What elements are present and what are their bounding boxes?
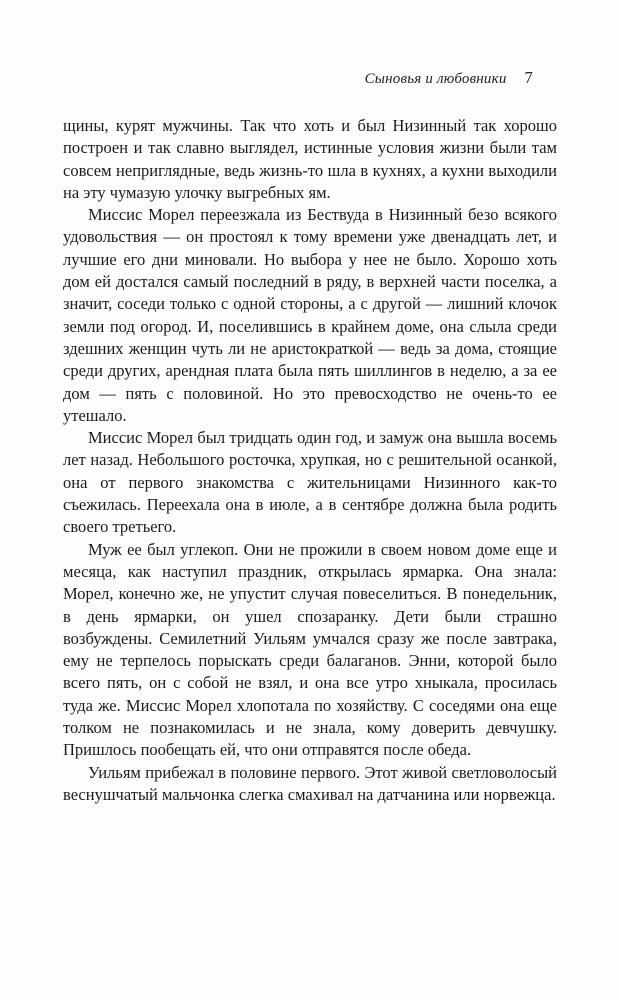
running-header — [63, 68, 557, 88]
paragraph-continuation: щины, курят мужчины. Так что хоть и был Низинный так хорошо построен и так славно выглядел, истинные условия жизни были там совсем неприглядные, ведь жизнь-то шла в кухнях, а кухни выходили на эту чумазую улочку выгребных ям. — [63, 116, 557, 202]
paragraph: Миссис Морел переезжала из Бествуда в Низинный безо всякого удовольствия — он простоял к тому времени уже двенадцать лет, и лучшие его дни миновали. Но выбора у нее не было. Хорошо хоть дом ей достался самый последний в ряду, в верхней части поселка, а значит, соседи только с одной стороны, а с другой — лишний клочок земли под огород. И, поселившись в крайнем доме, она слыла среди здешних женщин чуть ли не аристократкой — ведь за дома, стоящие среди других, арендная плата была пять шиллингов в неделю, а за ее дом — пять с половиной. Но это превосходство не очень-то ее утешало. — [63, 205, 557, 425]
page-number: 7 — [524, 68, 533, 87]
page-text — [63, 115, 557, 806]
paragraph: Муж ее был углекоп. Они не прожили в своем новом доме еще и месяца, как наступил праздник, открылась ярмарка. Она знала: Морел, конечно же, не упустит случая повеселиться. В понедельник, в день ярмарки, он ушел спозаранку. Дети были страшно возбуждены. Семилетний Уильям умчался сразу же после завтрака, ему не терпелось порыскать среди балаганов. Энни, которой было всего пять, он с собой не взял, и она все утро хныкала, просилась туда же. Миссис Морел хлопотала по хозяйству. С соседями она еще толком не познакомилась и не знала, кому доверить девчушку. Пришлось пообещать ей, что они отправятся после обеда. — [63, 539, 557, 760]
paragraph: Миссис Морел был тридцать один год, и замуж она вышла восемь лет назад. Небольшого росточка, хрупкая, но с решительной осанкой, она от первого знакомства с жительницами Низинного как-то съежилась. Переехала она в июле, а в сентябре должна была родить своего третьего. — [63, 428, 557, 537]
running-header-title: Сыновья и любовники — [364, 71, 507, 87]
paragraph: Уильям прибежал в половине первого. Этот живой светловолосый веснушчатый мальчонка слегка смахивал на датчанина или норвежца. — [63, 762, 557, 804]
